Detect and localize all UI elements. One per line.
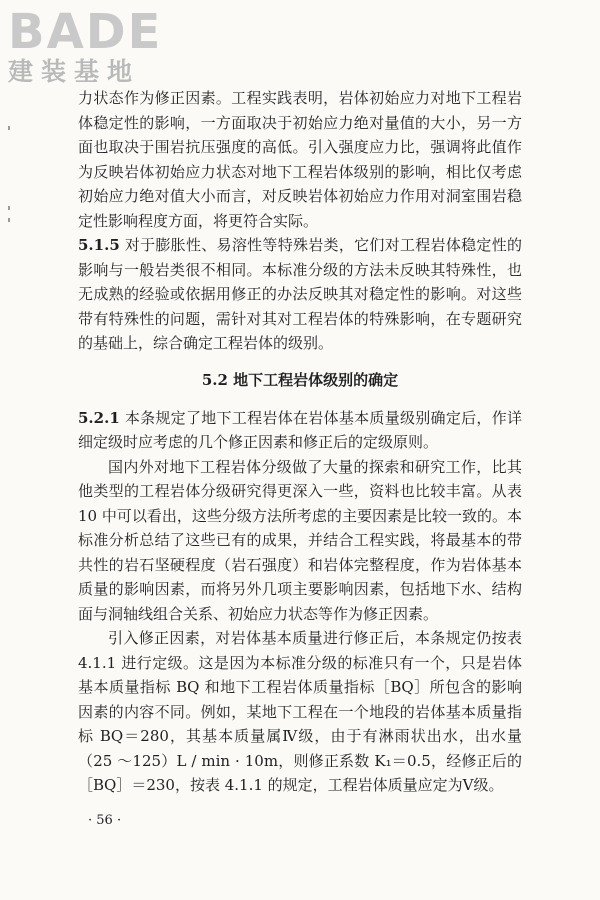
logo-subtitle: 建装基地 — [8, 57, 141, 86]
clause-number: 5.2.1 — [78, 408, 120, 427]
page-number: · 56 · — [88, 813, 122, 828]
margin-mark — [8, 206, 10, 210]
clause-5-1-5 — [78, 233, 522, 356]
clause-5-2-1 — [78, 406, 522, 455]
clause-text: 本条规定了地下工程岩体在岩体基本质量级别确定后，作详细定级时应考虑的几个修正因素和修正后的定级原则。 — [78, 408, 522, 451]
margin-mark — [8, 126, 10, 130]
page-body — [78, 86, 522, 798]
paragraph-continuation: 力状态作为修正因素。工程实践表明，岩体初始应力对地下工程岩体稳定性的影响，一方面取决于初始应力绝对量值的大小，另一方面也取决于围岩抗压强度的高低。引入强度应力比，强调将此值作为反映岩体初始应力状态对地下工程岩体级别的影响，相比仅考虑初始应力绝对值大小而言，对反映岩体初始应力作用对洞室围岩稳定性影响程度方面，将更符合实际。 — [78, 89, 522, 230]
clause-text: 对于膨胀性、易溶性等特殊岩类，它们对工程岩体稳定性的影响与一般岩类很不相同。本标准分级的方法未反映其特殊性，也无成熟的经验或依据用修正的办法反映其对稳定性的影响。对这些带有特殊性的问题，需针对其对工程岩体的特殊影响，在专题研究的基础上，综合确定工程岩体的级别。 — [78, 236, 522, 352]
paragraph: 国内外对地下工程岩体分级做了大量的探索和研究工作，比其他类型的工程岩体分级研究得更深入一些，资料也比较丰富。从表 10 中可以看出，这些分级方法所考虑的主要因素是比较一致的。本标准分析总结了这些已有的成果，并结合工程实践，将最基本的带共性的岩石坚硬程度（岩石强度）和岩体完整程度，作为岩体基本质量的影响因素，而将另外几项主要影响因素，包括地下水、结构面与洞轴线组合关系、初始应力状态等作为修正因素。 — [78, 457, 522, 623]
margin-mark — [8, 218, 10, 222]
section-number: 5.2 — [201, 370, 228, 389]
section-title: 地下工程岩体级别的确定 — [233, 370, 399, 389]
section-heading — [78, 368, 522, 392]
logo-mark: BADE — [8, 4, 163, 60]
logo — [8, 4, 163, 86]
clause-number: 5.1.5 — [78, 236, 120, 254]
paragraph: 引入修正因素，对岩体基本质量进行修正后，本条规定仍按表 4.1.1 进行定级。这是因为本标准分级的标准只有一个，只是岩体基本质量指标 BQ 和地下工程岩体质量指标［BQ］所包含的影响因素的内容不同。例如，某地下工程在一个地段的岩体基本质量指标 BQ＝280，其基本质量属Ⅳ级，由于有淋雨状出水，出水量（25 ～125）L / min · 10m，则修正系数 K₁＝0.5，经修正后的［BQ］＝230，按表 4.1.1 的规定，工程岩体质量应定为Ⅴ级。 — [78, 629, 522, 794]
